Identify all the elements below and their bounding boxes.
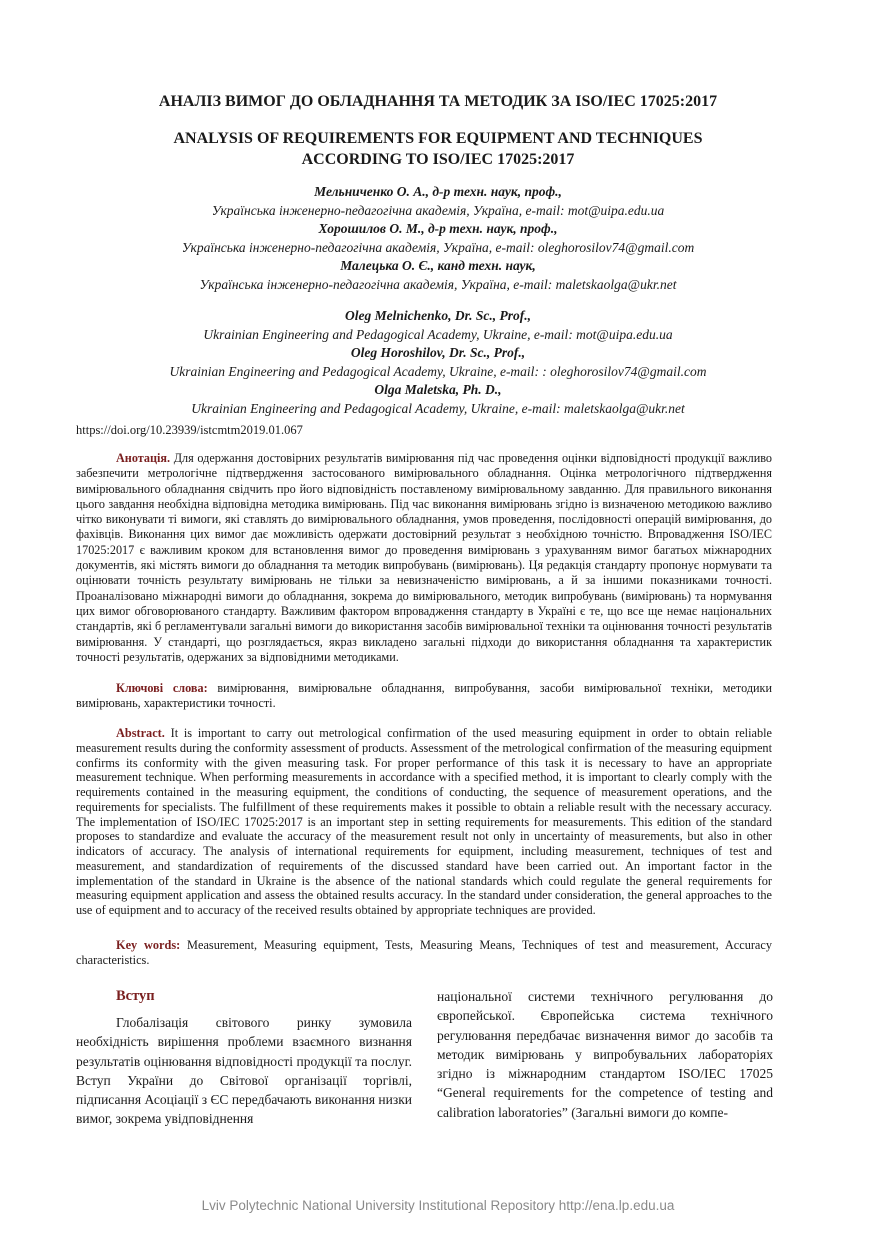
author-name: Малецька О. Є., канд техн. наук, [340, 258, 536, 274]
abstract-text: Для одержання достовірних результатів вимірювання під час проведення оцінки відповідності продукції важливо забезпечити метрологічне підтвердження застосованого вимірювального обладнання. Оцінка метрологічного підтвердження вимірювального обладнання свідчить про його відповідність поставленому вимірювальному завданню. Для правильного виконання цього завдання необхідна відповідна методика вимірювань. Під час виконання вимірювань згідно із визначеною методикою важливо чітко виконувати ті вимоги, які ставлять до вимірювального обладнання, умов проведення, послідовності операцій вимірювання, до фахівців. Виконання цих вимог дає можливість одержати достовірний результат з необхідною точністю. Впровадження ISO/IEC 17025:2017 є важливим кроком для встановлення вимог до проведення вимірювань з урахуванням вимог багатьох міжнародних документів, які містять вимоги до обладнання та методик випробувань (вимірювань). Ця редакція стандарту пропонує нормувати та оцінювати точність результату вимірювань не тільки за невизначеністю вимірювань, а й за іншими показниками точності. Проаналізовано міжнародні вимоги до обладнання, зокрема до вимірювального, методик випробувань (вимірювань) та нормування цих вимог обговорюваного стандарту. Важливим фактором впровадження стандарту в Україні є те, що все ще немає національних стандартів, які б регламентували загальні вимоги до використання засобів вимірювальної техніки та оцінювання точності результатів вимірювання. У стандарті, що розглядається, якраз викладено загальні підходи до використання обладнання та характеристик точності результатів, одержаних за відповідними методиками. [76, 451, 772, 664]
title-english-line-1: ANALYSIS OF REQUIREMENTS FOR EQUIPMENT AND TECHNIQUES [173, 130, 703, 147]
doi-link[interactable]: https://doi.org/10.23939/istcmtm2019.01.067 [76, 423, 303, 437]
abstract-ukrainian [76, 451, 772, 665]
author-affiliation: Українська інженерно-педагогічна академія, Україна, e-mail: maletskaolga@ukr.net [199, 276, 677, 292]
abstract-english [76, 726, 772, 918]
section-heading-intro: Вступ [116, 988, 155, 1004]
keywords-english [76, 938, 772, 968]
keywords-label: Ключові слова: [116, 681, 208, 695]
keywords-label: Key words: [116, 938, 181, 952]
abstract-text: It is important to carry out metrological confirmation of the used measuring equipment in order to obtain reliable measurement results during the conformity assessment of products. Assessment of the metrological confirmation of the measuring equipment confirms its conformity with the given measuring task. For proper performance of this task it is necessary to have an appropriate measurement technique. When performing measurements in accordance with a specified method, it is important to clearly comply with the requirements contained in the measuring equipment, the conditions of conducting, the sequence of measurement operations, and the requirements for specialists. The fulfillment of these requirements makes it possible to obtain a reliable result with the necessary accuracy. The implementation of ISO/IEC 17025:2017 is an important step in setting requirements for measurements. This edition of the standard proposes to standardize and evaluate the accuracy of the measurement result not only in uncertainty of measurements, but also in other indicators of accuracy. The analysis of international requirements for equipment, including measurement, techniques of test and measurement, and standardization of requirements of the discussed standard have been carried out. An important factor in the implementation of the standard in Ukraine is the absence of the national standards which could regulate the general requirements for measuring equipment application and assess the obtained results accuracy. In the standard under consideration, the general approaches to the use of equipment and to accuracy of the received results obtained by appropriate techniques are provided. [76, 726, 772, 917]
intro-column-left: Глобалізація світового ринку зумовила необхідність вирішення проблеми взаємного визнання результатів оцінювання відповідності продукції та послуг. Вступ України до Світової організації торгівлі, підписання Асоціації з ЄС передбачають виконання низки вимог, зокрема увідповіднення [76, 1015, 412, 1127]
author-name: Мельниченко О. А., д-р техн. наук, проф., [314, 184, 562, 199]
author-name: Хорошилов О. М., д-р техн. наук, проф., [318, 221, 558, 237]
keywords-text: вимірювання, вимірювальне обладнання, випробування, засоби вимірювальної техніки, методики вимірювань, характеристики точності. [76, 681, 772, 711]
title-ukrainian: АНАЛІЗ ВИМОГ ДО ОБЛАДНАННЯ ТА МЕТОДИК ЗА ISO/IEC 17025:2017 [158, 93, 718, 110]
authors-english [60, 307, 816, 419]
authors-ukrainian [60, 183, 816, 295]
author-affiliation: Українська інженерно-педагогічна академія, Україна, e-mail: oleghorosilov74@gmail.com [181, 239, 695, 255]
intro-column-right: національної системи технічного регулювання до європейської. Європейська система технічного регулювання передбачає визначення вимог до засобів та методик вимірювань у випробувальних лабораторіях згідно із міжнародним стандартом ISO/IEC 17025 “General requirements for the competence of testing and calibration laboratories” (Загальні вимоги до компе- [437, 989, 773, 1120]
abstract-label: Abstract. [116, 726, 165, 740]
author-affiliation: Українська інженерно-педагогічна академія, Україна, e-mail: mot@uipa.edu.ua [211, 202, 665, 218]
author-affiliation: Ukrainian Engineering and Pedagogical Academy, Ukraine, e-mail: mot@uipa.edu.ua [203, 326, 673, 342]
keywords-ukrainian [76, 681, 772, 712]
author-name: Oleg Horoshilov, Dr. Sc., Prof., [350, 345, 526, 361]
title-english [90, 128, 786, 170]
author-name: Oleg Melnichenko, Dr. Sc., Prof., [344, 308, 531, 323]
abstract-label: Анотація. [116, 451, 171, 465]
repository-footer: Lviv Polytechnic National University Institutional Repository http://ena.lp.edu.ua [201, 1198, 675, 1213]
author-affiliation: Ukrainian Engineering and Pedagogical Academy, Ukraine, e-mail: maletskaolga@ukr.net [191, 400, 685, 416]
keywords-text: Measurement, Measuring equipment, Tests, Measuring Means, Techniques of test and measurement, Accuracy characteristics. [76, 938, 772, 967]
title-english-line-2: ACCORDING TO ISO/IEC 17025:2017 [301, 151, 575, 168]
author-name: Olga Maletska, Ph. D., [374, 382, 502, 398]
author-affiliation: Ukrainian Engineering and Pedagogical Academy, Ukraine, e-mail: : oleghorosilov74@gmail.com [169, 363, 707, 379]
